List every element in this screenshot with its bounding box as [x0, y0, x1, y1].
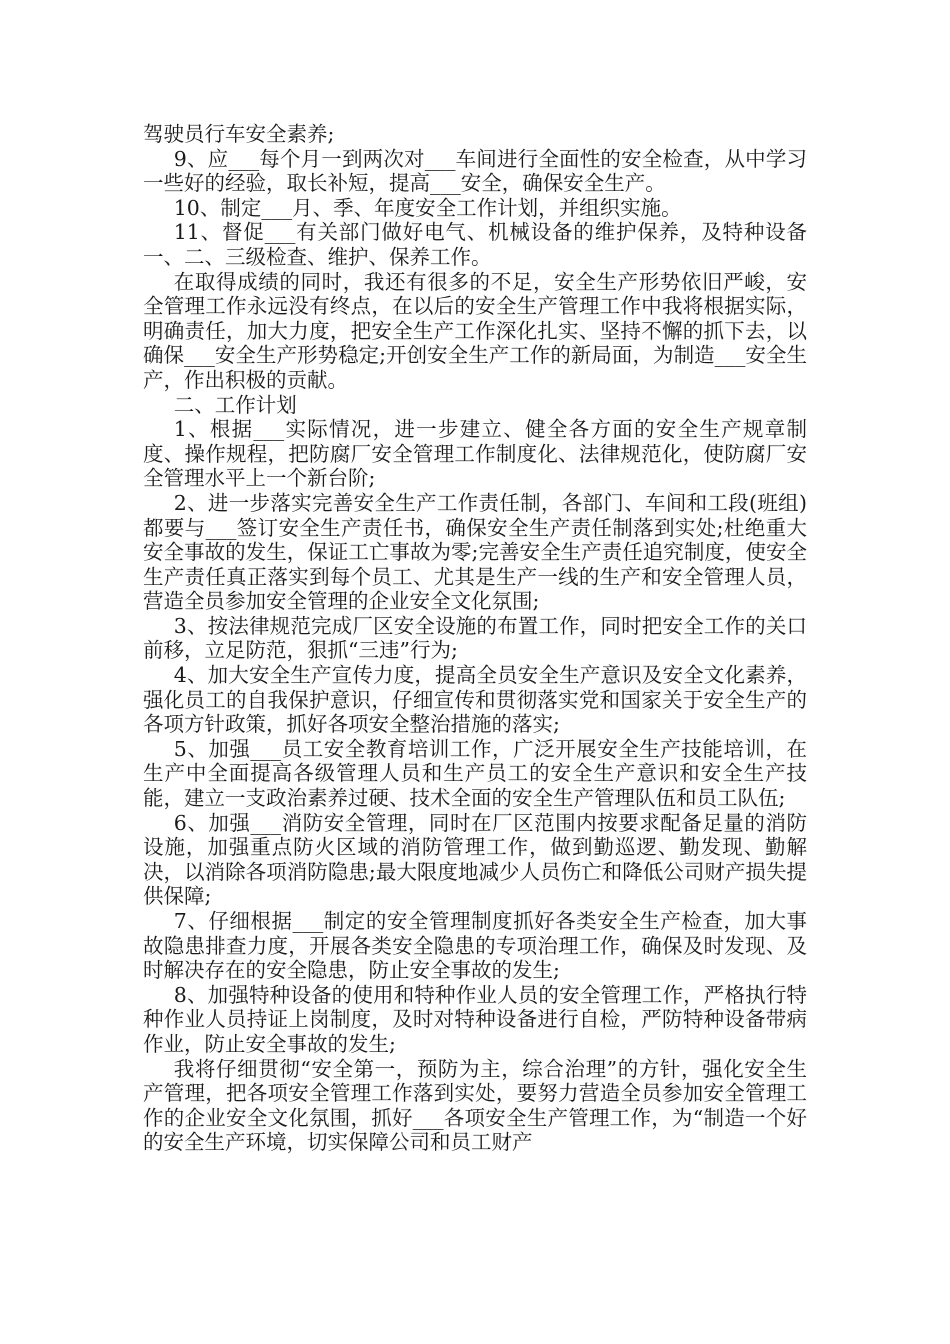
- summary-paragraph: 在取得成绩的同时，我还有很多的不足，安全生产形势依旧严峻，安全管理工作永远没有终点，在以后的安全生产管理工作中我将根据实际，明确责任，加大力度，把安全生产工作深化扎实、坚持不懈的抓下去，以确保___安全生产形势稳定;开创安全生产工作的新局面，为制造___安全生产，作出积极的贡献。: [143, 269, 807, 392]
- plan-item-5: 5、加强___员工安全教育培训工作，广泛开展安全生产技能培训，在生产中全面提高各级管理人员和生产员工的安全生产意识和安全生产技能，建立一支政治素养过硬、技术全面的安全生产管理队伍和员工队伍;: [143, 736, 807, 811]
- plan-item-1: 1、根据___实际情况，进一步建立、健全各方面的安全生产规章制度、操作规程，把防腐厂安全管理工作制度化、法律规范化，使防腐厂安全管理水平上一个新台阶;: [143, 417, 807, 491]
- closing-paragraph: 我将仔细贯彻“安全第一，预防为主，综合治理”的方针，强化安全生产管理，把各项安全管理工作落到实处，要努力营造全员参加安全管理工作的企业安全文化氛围，抓好___各项安全生产管理工作，为“制造一个好的安全生产环境，切实保障公司和员工财产: [143, 1056, 807, 1155]
- section-heading-work-plan: 二、工作计划: [173, 392, 297, 417]
- document-body: [143, 122, 807, 1155]
- plan-item-7: 7、仔细根据___制定的安全管理制度抓好各类安全生产检查，加大事故隐患排查力度，开展各类安全隐患的专项治理工作，确保及时发现、及时解决存在的安全隐患，防止安全事故的发生;: [143, 909, 807, 983]
- plan-item-2: 2、进一步落实完善安全生产工作责任制，各部门、车间和工段(班组)都要与___签订安全生产责任书，确保安全生产责任制落到实处;杜绝重大安全事故的发生，保证工亡事故为零;完善安全生产责任追究制度，使安全生产责任真正落实到每个员工、尤其是生产一线的生产和安全管理人员，营造全员参加安全管理的企业安全文化氛围;: [143, 490, 807, 614]
- plan-item-4: 4、加大安全生产宣传力度，提高全员安全生产意识及安全文化素养，强化员工的自我保护意识，仔细宣传和贯彻落实党和国家关于安全生产的各项方针政策，抓好各项安全整治措施的落实;: [143, 663, 807, 737]
- paragraph-continuation: 驾驶员行车安全素养;: [143, 122, 335, 146]
- list-item-9: 9、应___每个月一到两次对___车间进行全面性的安全检查，从中学习一些好的经验，取长补短，提高___安全，确保安全生产。: [143, 146, 807, 196]
- list-item-11: 11、督促___有关部门做好电气、机械设备的维护保养，及特种设备一、二、三级检查、维护、保养工作。: [143, 220, 807, 269]
- plan-item-6: 6、加强___消防安全管理，同时在厂区范围内按要求配备足量的消防设施，加强重点防火区域的消防管理工作，做到勤巡逻、勤发现、勤解决，以消除各项消防隐患;最大限度地减少人员伤亡和降低公司财产损失提供保障;: [143, 810, 807, 909]
- plan-item-8: 8、加强特种设备的使用和特种作业人员的安全管理工作，严格执行特种作业人员持证上岗制度，及时对特种设备进行自检，严防特种设备带病作业，防止安全事故的发生;: [143, 982, 807, 1056]
- plan-item-3: 3、按法律规范完成厂区安全设施的布置工作，同时把安全工作的关口前移，立足防范，狠抓“三违”行为;: [143, 613, 807, 663]
- list-item-10: 10、制定___月、季、年度安全工作计划，并组织实施。: [173, 195, 682, 220]
